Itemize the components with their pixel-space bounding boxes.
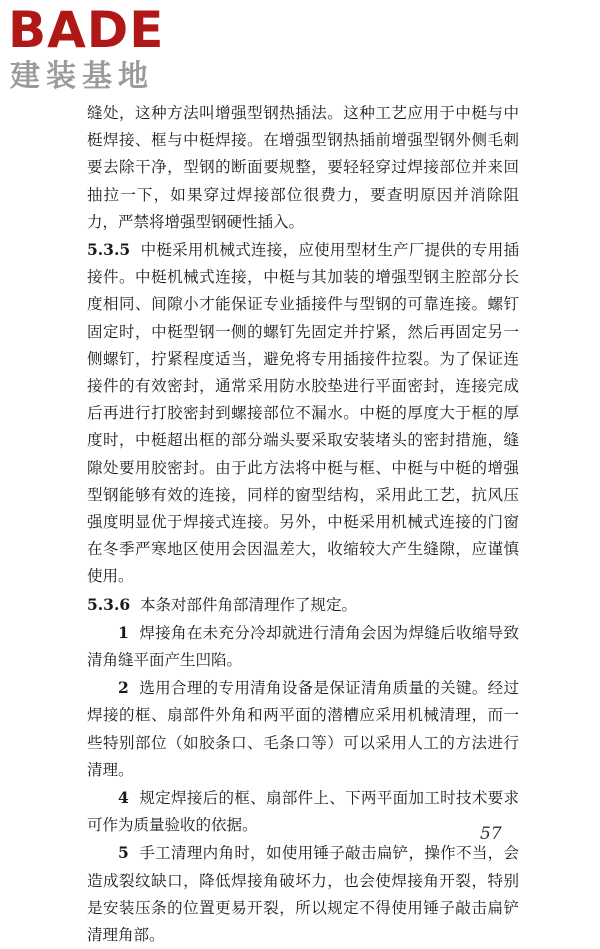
paragraph-text: 中梃采用机械式连接，应使用型材生产厂提供的专用插接件。中梃机械式连接，中梃与其加装的增强型钢主腔部分长度相同、间隙小才能保证专业插接件与型钢的可靠连接。螺钉固定时，中梃型钢一侧的螺钉先固定并拧紧，然后再固定另一侧螺钉，拧紧程度适当，避免将专用插接件拉裂。为了保证连接件的有效密封，通常采用防水胶垫进行平面密封，连接完成后再进行打胶密封到螺接部位不漏水。中梃的厚度大于框的厚度时，中梃超出框的部分端头要采取安装堵头的密封措施，缝隙处要用胶密封。由于此方法将中梃与框、中梃与中梃的增强型钢能够有效的连接，同样的窗型结构，采用此工艺，抗风压强度明显优于焊接式连接。另外，中梃采用机械式连接的门窗在冬季严寒地区使用会因温差大，收缩较大产生缝隙，应谨慎使用。 bbox=[87, 241, 519, 586]
paragraph-text: 规定焊接后的框、扇部件上、下两平面加工时技术要求可作为质量验收的依据。 bbox=[87, 789, 519, 835]
clause-5-3-6 bbox=[87, 591, 519, 619]
page-number: 57 bbox=[480, 824, 502, 844]
clause-number: 5.3.6 bbox=[87, 594, 131, 614]
item-1 bbox=[87, 619, 519, 674]
clause-number: 5.3.5 bbox=[87, 240, 131, 260]
item-2 bbox=[87, 674, 519, 784]
paragraph-text: 选用合理的专用清角设备是保证清角质量的关键。经过焊接的框、扇部件外角和两平面的潜槽应采用机械清理，而一些特别部位（如胶条口、毛条口等）可以采用人工的方法进行清理。 bbox=[87, 679, 519, 779]
item-number: 2 bbox=[118, 678, 129, 698]
item-number: 5 bbox=[118, 843, 129, 863]
paragraph-text: 缝处，这种方法叫增强型钢热插法。这种工艺应用于中梃与中梃焊接、框与中梃焊接。在增强型钢热插前增强型钢外侧毛刺要去除干净，型钢的断面要规整，要轻轻穿过焊接部位并来回抽拉一下，如果穿过焊接部位很费力，要查明原因并消除阻力，严禁将增强型钢硬性插入。 bbox=[87, 104, 519, 231]
clause-5-3-5 bbox=[87, 236, 519, 591]
item-4 bbox=[87, 784, 519, 839]
body-text bbox=[87, 100, 519, 949]
paragraph-continuation bbox=[87, 100, 519, 236]
item-5 bbox=[87, 839, 519, 949]
paragraph-text: 焊接角在未充分冷却就进行清角会因为焊缝后收缩导致清角缝平面产生凹陷。 bbox=[87, 623, 519, 670]
paragraph-text: 本条对部件角部清理作了规定。 bbox=[140, 595, 358, 614]
logo-wordmark: BADE bbox=[8, 1, 165, 59]
logo-subtitle: 建装基地 bbox=[10, 59, 154, 94]
item-number: 1 bbox=[118, 622, 129, 642]
paragraph-text: 手工清理内角时，如使用锤子敲击扁铲，操作不当，会造成裂纹缺口，降低焊接角破坏力，也会使焊接角开裂，特别是安装压条的位置更易开裂，所以规定不得使用锤子敲击扁铲清理角部。 bbox=[87, 844, 519, 945]
brand-logo bbox=[8, 1, 178, 99]
item-number: 4 bbox=[118, 788, 129, 808]
